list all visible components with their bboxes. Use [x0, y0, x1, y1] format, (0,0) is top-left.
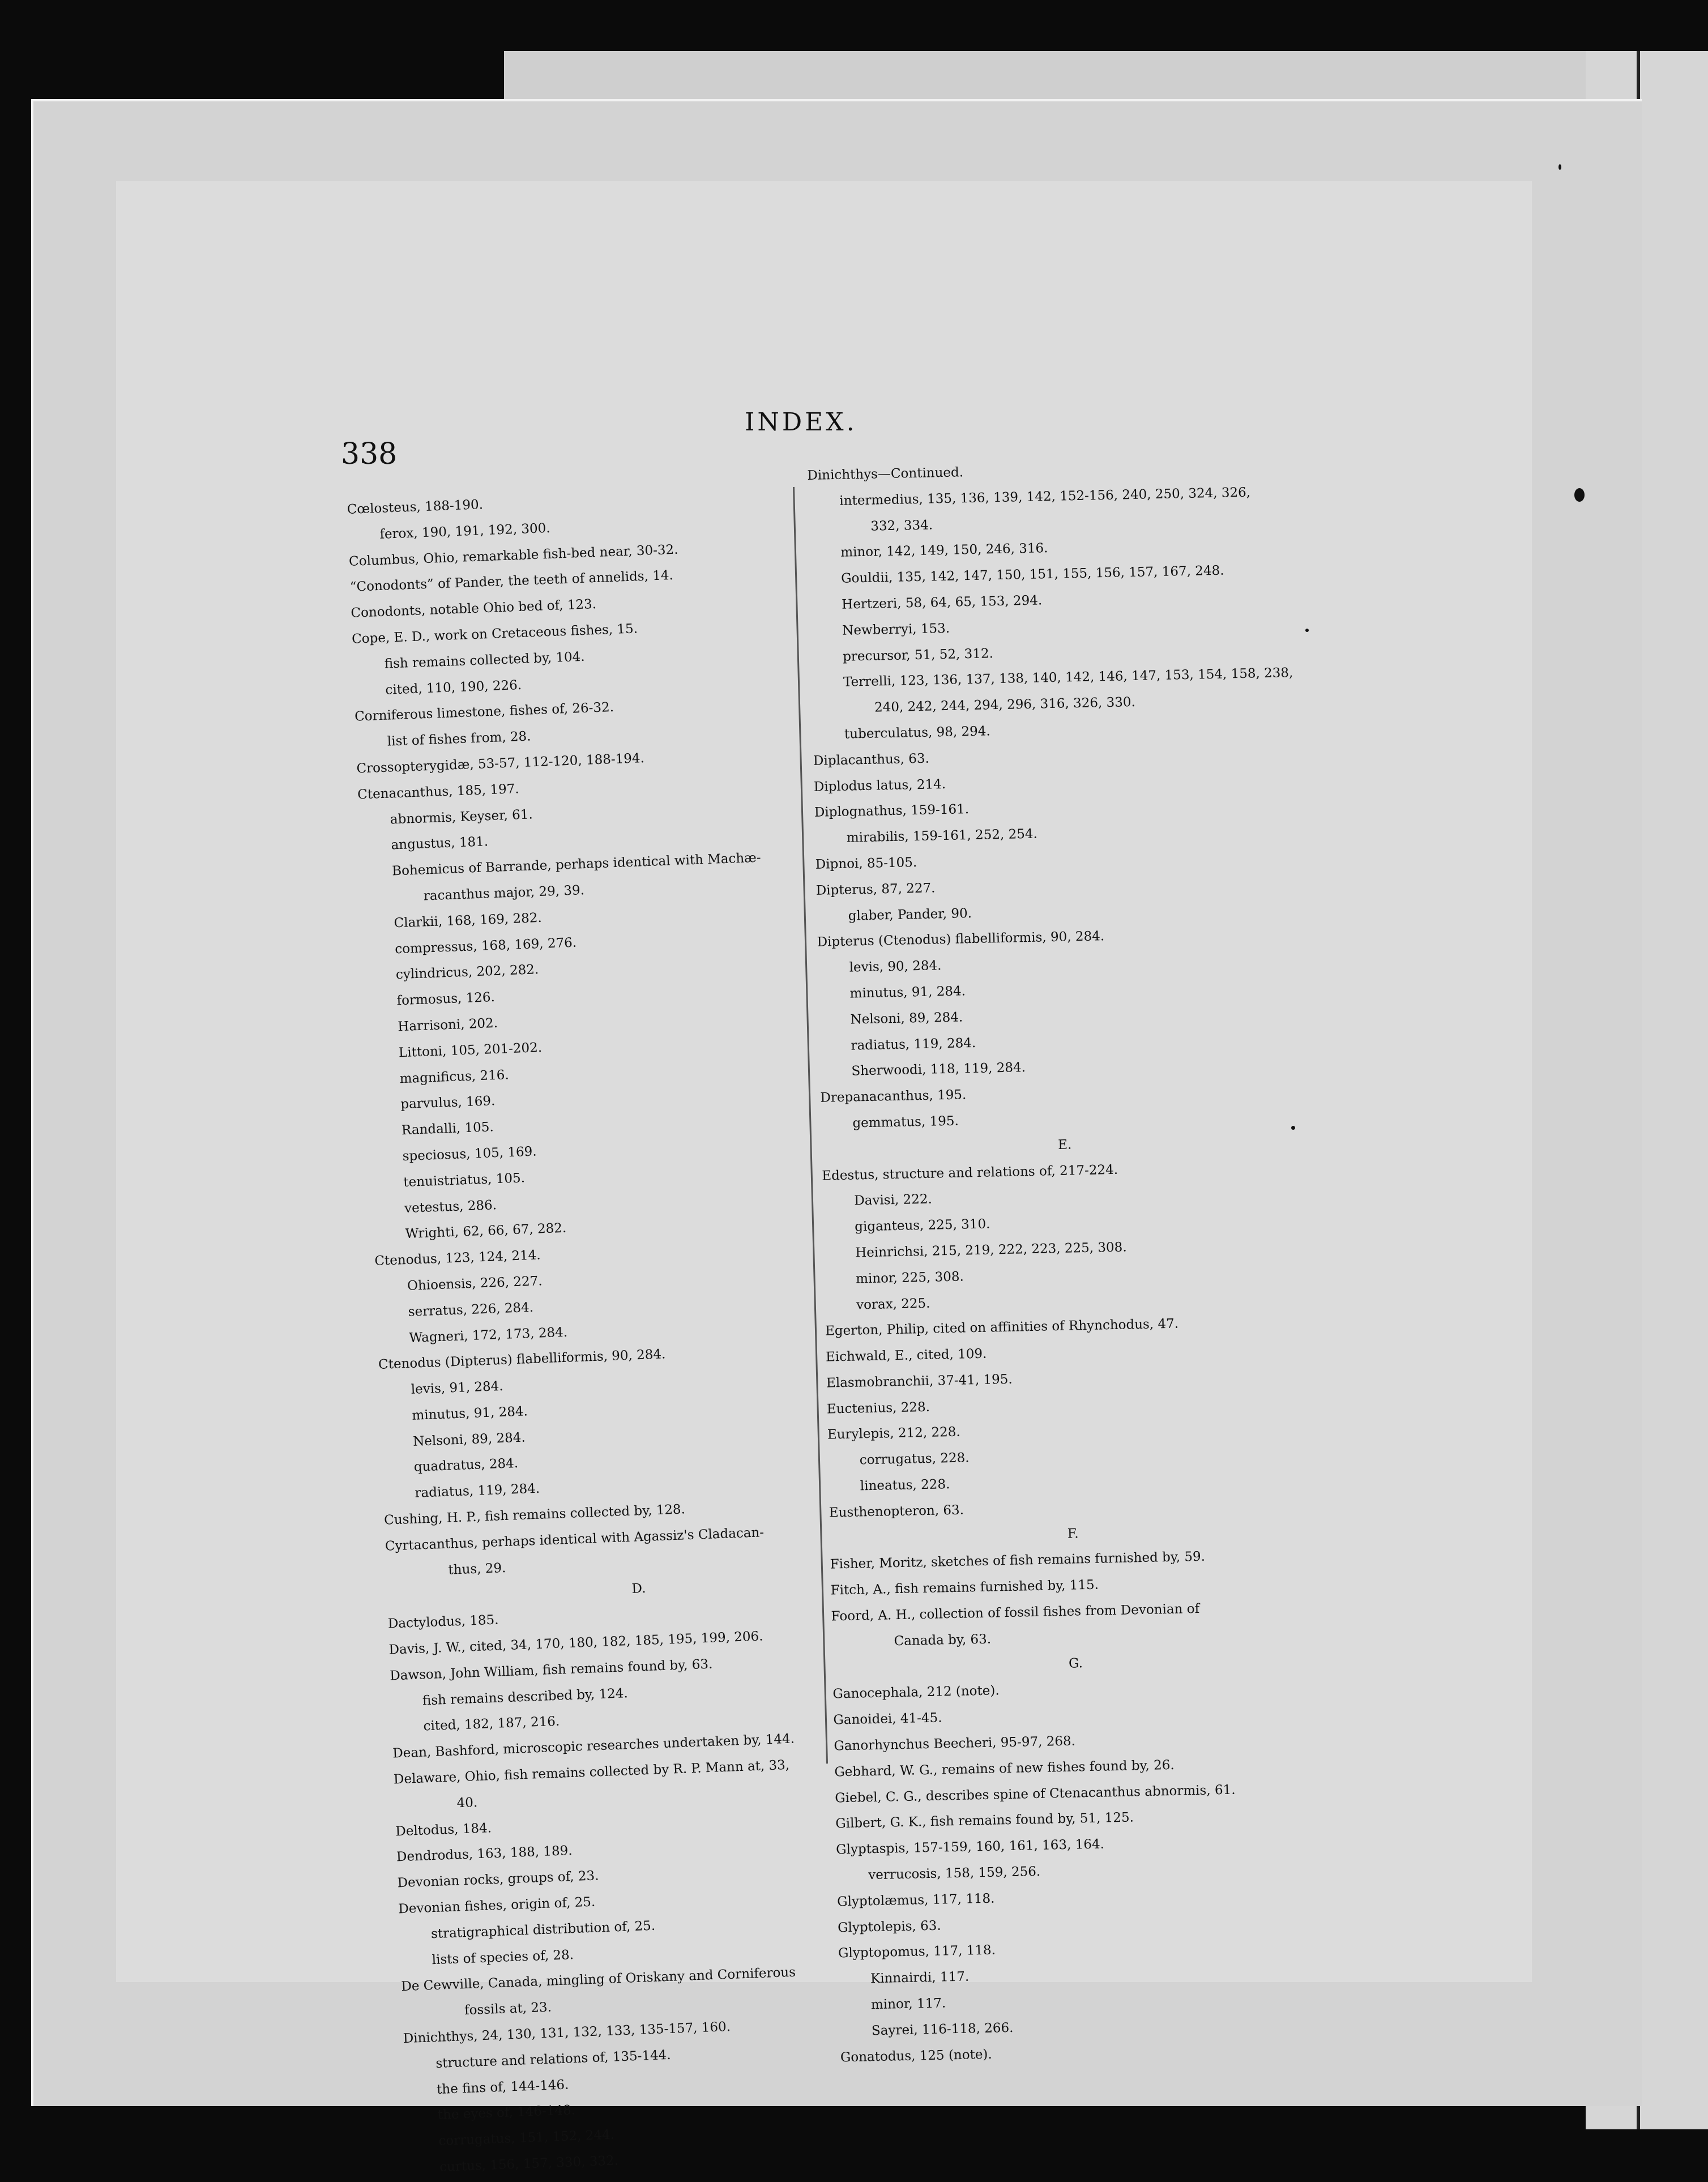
index-entry: stratigraphical distribution of, 25.: [430, 1918, 656, 1942]
index-entry: Edestus, structure and relations of, 217-224.: [822, 1162, 1118, 1184]
index-section-letter: F.: [1067, 1526, 1079, 1542]
index-entry: tenuistriatus, 105.: [403, 1170, 526, 1190]
index-entry: Sayrei, 116-118, 266.: [871, 2020, 1014, 2039]
index-entry: Egerton, Philip, cited on affinities of Rhynchodus, 47.: [825, 1316, 1179, 1339]
index-entry: Dawson, John William, fish remains found by, 63.: [389, 1656, 713, 1684]
index-entry: 40.: [456, 1795, 478, 1811]
index-section-letter: E.: [1057, 1137, 1072, 1152]
index-entry: Giebel, C. G., describes spine of Ctenacanthus abnormis, 61.: [835, 1782, 1236, 1806]
index-entry: list of fishes from, 28.: [387, 729, 531, 749]
index-entry: levis, 91, 284.: [411, 1379, 504, 1397]
index-entry: fossils at, 23.: [464, 2000, 552, 2018]
index-entry: Harrisoni, 202.: [397, 1015, 498, 1035]
index-entry: Dinichthys, 24, 130, 131, 132, 133, 135-157, 160.: [403, 2019, 731, 2047]
index-entry: intermedius, 135, 136, 139, 142, 152-156, 240, 250, 324, 326,: [839, 485, 1251, 509]
index-entry: radiatus, 119, 284.: [415, 1481, 540, 1501]
index-entry: racanthus major, 29, 39.: [423, 883, 585, 904]
index-entry: speciosus, 105, 169.: [402, 1144, 537, 1164]
index-entry: Eusthenopteron, 63.: [829, 1502, 964, 1521]
index-entry: Newberryi, 153.: [842, 621, 950, 638]
index-entry: Eichwald, E., cited, 109.: [825, 1346, 987, 1365]
index-entry: Cope, E. D., work on Cretaceous fishes, 15.: [351, 621, 638, 647]
index-entry: Diplacanthus, 63.: [813, 751, 930, 768]
index-entry: vetestus, 286.: [404, 1197, 497, 1216]
index-entry: 240, 242, 244, 294, 296, 316, 326, 330.: [874, 695, 1136, 715]
index-entry: structure and relations of, 135-144.: [435, 2047, 672, 2071]
index-entry: Sherwoodi, 118, 119, 284.: [851, 1060, 1026, 1079]
index-entry: Ctenodus (Dipterus) flabelliformis, 90, 284.: [378, 1347, 666, 1373]
index-entry: quadratus, 284.: [413, 1456, 519, 1475]
index-section-letter: D.: [631, 1581, 646, 1597]
index-entry: Nelsoni, 89, 284.: [412, 1430, 526, 1449]
index-entry: corrugatus, 228.: [859, 1450, 970, 1468]
index-entry: Davis, J. W., cited, 34, 170, 180, 182, 185, 195, 199, 206.: [388, 1629, 763, 1658]
index-entry: lists of species of, 28.: [432, 1947, 574, 1967]
index-entry: precursor, 51, 52, 312.: [842, 646, 994, 664]
index-entry: Diplognathus, 159-161.: [814, 802, 970, 821]
index-entry: minor, 225, 308.: [855, 1269, 964, 1287]
index-entry: angustus, 181.: [391, 834, 489, 853]
scan-speck: [1558, 164, 1561, 170]
index-entry: Eurylepis, 212, 228.: [827, 1425, 960, 1443]
index-entry: Delaware, Ohio, fish remains collected by R. P. Mann at, 33,: [393, 1757, 790, 1787]
index-entry: abnormis, Keyser, 61.: [390, 806, 533, 827]
index-entry: Drepanacanthus, 195.: [820, 1087, 967, 1105]
index-entry: vorax, 225.: [856, 1296, 930, 1312]
index-entry: Ganocephala, 212 (note).: [832, 1683, 1000, 1702]
scan-speck: [1305, 629, 1309, 632]
page-number: 338: [341, 437, 398, 471]
index-entry: Dactylodus, 185.: [387, 1612, 499, 1632]
index-entry: minutus, 91, 284.: [412, 1404, 528, 1423]
index-entry: Fitch, A., fish remains furnished by, 115.: [830, 1577, 1099, 1598]
index-entry: minor, 142, 149, 150, 246, 316.: [840, 541, 1048, 561]
index-entry: Gouldii, 135, 142, 147, 150, 151, 155, 156, 157, 167, 248.: [841, 563, 1224, 586]
index-entry: Dipnoi, 85-105.: [815, 855, 917, 872]
index-entry: Elasmobranchii, 37-41, 195.: [826, 1372, 1013, 1391]
index-entry: De Cewville, Canada, mingling of Oriskany and Corniferous: [400, 1965, 796, 1995]
index-entry: fish remains described by, 124.: [422, 1685, 629, 1709]
index-entry: compressus, 168, 169, 276.: [394, 935, 577, 957]
index-entry: Conodonts, notable Ohio bed of, 123.: [351, 597, 597, 621]
index-entry: formosus, 126.: [396, 990, 496, 1009]
index-entry: Dipterus (Ctenodus) flabelliformis, 90, 284.: [817, 929, 1105, 950]
index-entry: Ganoidei, 41-45.: [833, 1710, 942, 1728]
index-entry: the eyes of, 146-148.: [437, 2103, 576, 2123]
index-entry: Dipterus, 87, 227.: [815, 881, 936, 898]
index-entry: Wagneri, 172, 173, 284.: [408, 1325, 568, 1346]
index-entry: ferox, 190, 191, 192, 300.: [379, 520, 551, 542]
index-entry: Cyrtacanthus, perhaps identical with Agassiz's Cladacan-: [385, 1525, 765, 1554]
index-entry: Bohemicus of Barrande, perhaps identical with Machæ-: [391, 850, 762, 879]
index-section-letter: G.: [1068, 1655, 1083, 1671]
index-entry: Nelsoni, 89, 284.: [850, 1010, 963, 1027]
index-entry: magnificus, 216.: [399, 1067, 510, 1086]
index-entry: parvulus, 169.: [400, 1094, 496, 1112]
scan-speck: [1291, 1126, 1295, 1130]
index-entry: Clarkii, 168, 169, 282.: [394, 910, 543, 931]
index-entry: giganteus, 225, 310.: [854, 1216, 990, 1235]
index-entry: Ctenodus, 123, 124, 214.: [374, 1248, 541, 1269]
index-entry: thus, 29.: [448, 1560, 506, 1578]
index-entry: Columbus, Ohio, remarkable fish-bed near, 30-32.: [348, 542, 678, 569]
index-entry: minutus, 91, 284.: [849, 984, 966, 1001]
index-entry: “Conodonts” of Pander, the teeth of annelids, 14.: [349, 568, 674, 595]
index-entry: Gonatodus, 125 (note).: [840, 2047, 992, 2065]
index-entry: Euctenius, 228.: [826, 1399, 930, 1417]
index-entry: Canada by, 63.: [894, 1632, 992, 1649]
index-entry: glaber, Pander, 90.: [848, 906, 972, 924]
index-entry: mirabilis, 159-161, 252, 254.: [846, 826, 1038, 846]
index-entry: Dean, Bashford, microscopic researches undertaken by, 144.: [392, 1731, 795, 1761]
index-entry: Glyptaspis, 157-159, 160, 161, 163, 164.: [836, 1837, 1105, 1858]
index-entry: tuberculatus, 98, 294.: [844, 724, 990, 742]
index-entry: Ctenacanthus, 185, 197.: [357, 781, 519, 802]
index-entry: fish remains collected by, 104.: [384, 649, 586, 672]
index-entry: Heinrichsi, 215, 219, 222, 223, 225, 308.: [855, 1240, 1127, 1261]
index-entry: Gilbert, G. K., fish remains found by, 51, 125.: [835, 1810, 1134, 1831]
index-entry: verrucosis, 158, 159, 256.: [868, 1864, 1041, 1883]
index-entry: cited, 110, 190, 226.: [385, 677, 522, 698]
index-entry: corrugatus, 151, 152, 244.: [438, 2127, 615, 2149]
index-entry: Terrelli, 123, 136, 137, 138, 140, 142, 146, 147, 153, 154, 158, 238,: [843, 665, 1293, 690]
page-header: INDEX.: [745, 408, 857, 437]
index-entry: Davisi, 222.: [854, 1192, 933, 1209]
index-entry: 332, 334.: [870, 517, 933, 534]
index-entry: curtus, 156, 157, 330, 332.: [439, 2153, 619, 2175]
index-entry: Randalli, 105.: [401, 1120, 494, 1138]
index-entry: Dendrodus, 163, 188, 189.: [396, 1843, 573, 1865]
index-entry: cylindricus, 202, 282.: [395, 962, 539, 983]
index-entry: Diplodus latus, 214.: [813, 776, 946, 795]
index-entry: Glyptolæmus, 117, 118.: [836, 1891, 995, 1910]
index-entry: minor, 117.: [870, 1996, 946, 2013]
index-entry: Cœlosteus, 188-190.: [347, 497, 484, 517]
index-entry: Devonian rocks, groups of, 23.: [397, 1868, 599, 1891]
index-entry: Hertzeri, 58, 64, 65, 153, 294.: [841, 593, 1043, 612]
scan-speck: [1574, 488, 1585, 502]
index-entry: Gebhard, W. G., remains of new fishes found by, 26.: [834, 1757, 1175, 1780]
index-entry: Fisher, Moritz, sketches of fish remains furnished by, 59.: [830, 1549, 1206, 1573]
index-entry: the fins of, 144-146.: [436, 2077, 569, 2097]
index-entry: Corniferous limestone, fishes of, 26-32.: [354, 700, 614, 725]
index-entry: Crossopterygidæ, 53-57, 112-120, 188-194.: [356, 751, 645, 776]
index-entry: Ganorhynchus Beecheri, 95-97, 268.: [834, 1733, 1076, 1754]
index-column-right: [807, 452, 1350, 2071]
index-entry: Foord, A. H., collection of fossil fishes from Devonian of: [831, 1601, 1200, 1624]
index-entry: gemmatus, 195.: [852, 1113, 959, 1131]
index-entry: serratus, 226, 284.: [408, 1300, 534, 1320]
index-entry: radiatus, 119, 284.: [851, 1035, 976, 1053]
index-entry: lineatus, 228.: [860, 1477, 950, 1494]
index-entry: Deltodus, 184.: [395, 1820, 492, 1839]
index-entry: Dinichthys—Continued.: [807, 465, 964, 483]
index-entry: Kinnairdi, 117.: [870, 1969, 970, 1987]
index-entry: levis, 90, 284.: [849, 958, 942, 975]
index-entry: Devonian fishes, origin of, 25.: [398, 1894, 596, 1917]
index-entry: Littoni, 105, 201-202.: [398, 1040, 543, 1061]
index-entry: Cushing, H. P., fish remains collected by, 128.: [383, 1502, 686, 1528]
index-entry: Glyptolepis, 63.: [837, 1918, 941, 1936]
index-entry: Glyptopomus, 117, 118.: [838, 1943, 996, 1961]
index-entry: cited, 182, 187, 216.: [423, 1714, 560, 1734]
index-entry: Wrighti, 62, 66, 67, 282.: [405, 1220, 567, 1242]
index-entry: Ohioensis, 226, 227.: [407, 1274, 543, 1293]
